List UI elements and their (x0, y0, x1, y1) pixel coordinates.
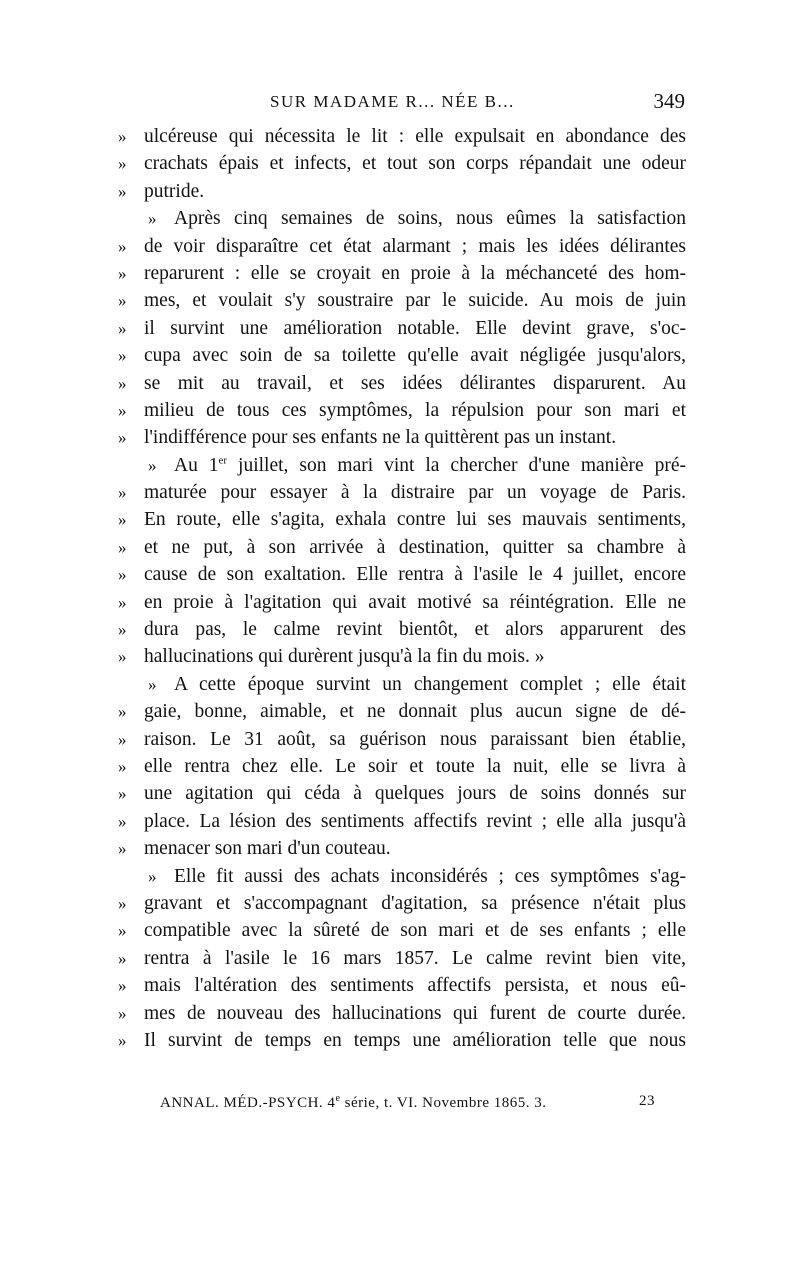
line-text: cause de son exaltation. Elle rentra à l'asile le 4 juillet, encore (144, 564, 686, 586)
line-text: menacer son mari d'un couteau. (144, 838, 391, 860)
text-line (118, 972, 686, 999)
line-text: ulcéreuse qui nécessita le lit : elle expulsait en abondance des (144, 126, 686, 147)
quote-mark: » (118, 948, 127, 968)
line-text: putride. (144, 180, 205, 202)
line-text-part: Au 1 (174, 454, 219, 476)
quote-mark: » (118, 154, 127, 174)
line-text: Après cinq semaines de soins, nous eûmes la satisfaction (174, 208, 686, 230)
text-line (118, 808, 686, 835)
quote-mark: » (118, 483, 127, 503)
quote-mark: » (118, 510, 127, 530)
text-line (118, 917, 686, 944)
line-text: hallucinations qui durèrent jusqu'à la fin du mois. » (144, 646, 545, 668)
line-text: milieu de tous ces symptômes, la répulsion pour son mari et (144, 399, 686, 421)
line-text: l'indifférence pour ses enfants ne la quittèrent pas un instant. (144, 427, 617, 449)
quote-mark: » (118, 1003, 127, 1023)
line-text: gravant et s'accompagnant d'agitation, sa présence n'était plus (144, 892, 686, 914)
line-text: de voir disparaître cet état alarmant ; mais les idées délirantes (144, 235, 686, 257)
text-line (118, 452, 686, 479)
quote-mark: » (118, 921, 127, 941)
quote-mark: » (118, 893, 127, 913)
line-text: mes de nouveau des hallucinations qui furent de courte durée. (144, 1002, 686, 1024)
text-line (118, 780, 686, 807)
signature-text: ANNAL. MÉD.-PSYCH. 4 (160, 1095, 336, 1111)
text-line (118, 1027, 686, 1054)
text-line (118, 205, 686, 232)
line-text: crachats épais et infects, et tout son corps répandait une odeur (144, 153, 686, 175)
running-title: SUR MADAME R... NÉE B... (270, 92, 515, 111)
quote-mark: » (148, 209, 157, 229)
line-text: mais l'altération des sentiments affectifs persista, et nous eû- (144, 975, 686, 997)
text-line (118, 397, 686, 424)
quote-mark: » (118, 756, 127, 776)
line-text: En route, elle s'agita, exhala contre lui ses mauvais sentiments, (144, 509, 686, 531)
line-text: rentra à l'asile le 16 mars 1857. Le calme revint bien vite, (144, 947, 686, 969)
text-line (118, 342, 686, 369)
line-text: mes, et voulait s'y soustraire par le suicide. Au mois de juin (144, 290, 686, 312)
text-line (118, 1000, 686, 1027)
signature-mark (160, 1093, 547, 1112)
quote-mark: » (118, 784, 127, 804)
quote-mark: » (118, 400, 127, 420)
text-line (118, 260, 686, 287)
quote-mark: » (118, 127, 127, 146)
quote-mark: » (148, 674, 157, 694)
superscript: e (335, 1093, 341, 1104)
line-text: et ne put, à son arrivée à destination, quitter sa chambre à (144, 536, 686, 558)
text-line (118, 698, 686, 725)
quote-mark: » (118, 729, 127, 749)
text-line (118, 945, 686, 972)
quote-mark: » (118, 592, 127, 612)
body-text (118, 123, 686, 1054)
line-text (174, 452, 686, 479)
text-line (118, 671, 686, 698)
quote-mark: » (118, 839, 127, 859)
quote-mark: » (118, 181, 127, 201)
line-text-part: juillet, son mari vint la chercher d'une manière pré- (227, 454, 686, 476)
text-line (118, 370, 686, 397)
running-head (120, 89, 685, 118)
text-line (118, 424, 686, 451)
line-text: Elle fit aussi des achats inconsidérés ; ces symptômes s'ag- (174, 865, 686, 887)
quote-mark: » (118, 373, 127, 393)
text-line (118, 178, 686, 205)
line-text: dura pas, le calme revint bientôt, et alors apparurent des (144, 619, 686, 641)
quote-mark: » (118, 620, 127, 640)
signature-line (160, 1093, 655, 1113)
superscript: er (218, 454, 228, 467)
text-line (118, 561, 686, 588)
text-line (118, 506, 686, 533)
text-line (118, 643, 686, 670)
line-text: A cette époque survint un changement complet ; elle était (174, 673, 686, 695)
line-text: en proie à l'agitation qui avait motivé sa réintégration. Elle ne (144, 591, 686, 613)
quote-mark: » (118, 565, 127, 585)
line-text: elle rentra chez elle. Le soir et toute la nuit, elle se livra à (144, 755, 686, 777)
quote-mark: » (118, 291, 127, 311)
line-text: Il survint de temps en temps une amélioration telle que nous (144, 1029, 686, 1051)
text-line (118, 534, 686, 561)
line-text: compatible avec la sûreté de son mari et de ses enfants ; elle (144, 920, 686, 942)
line-text: il survint une amélioration notable. Elle devint grave, s'oc- (144, 317, 686, 339)
text-line (118, 890, 686, 917)
quote-mark: » (118, 428, 127, 448)
quote-mark: » (118, 976, 127, 996)
text-line (118, 863, 686, 890)
text-line (118, 233, 686, 260)
text-line (118, 479, 686, 506)
line-text: reparurent : elle se croyait en proie à la méchanceté des hom- (144, 262, 686, 284)
line-text: maturée pour essayer à la distraire par un voyage de Paris. (144, 482, 686, 504)
text-line (118, 150, 686, 177)
page-number: 349 (653, 89, 685, 113)
quote-mark: » (118, 236, 127, 256)
quote-mark: » (118, 263, 127, 283)
text-line (118, 123, 686, 150)
signature-text: série, t. VI. Novembre 1865. 3. (340, 1095, 547, 1111)
text-line (118, 616, 686, 643)
quote-mark: » (148, 455, 157, 475)
quote-mark: » (118, 318, 127, 338)
quote-mark: » (118, 1030, 127, 1050)
text-line (118, 726, 686, 753)
text-line (118, 753, 686, 780)
line-text: raison. Le 31 août, sa guérison nous paraissant bien établie, (144, 728, 686, 750)
quote-mark: » (118, 811, 127, 831)
quote-mark: » (118, 346, 127, 366)
text-line (118, 589, 686, 616)
line-text: se mit au travail, et ses idées délirantes disparurent. Au (144, 372, 686, 394)
line-text: place. La lésion des sentiments affectifs revint ; elle alla jusqu'à (144, 810, 686, 832)
signature-number: 23 (639, 1093, 655, 1109)
text-line (118, 835, 686, 862)
line-text: gaie, bonne, aimable, et ne donnait plus aucun signe de dé- (144, 701, 686, 723)
line-text: une agitation qui céda à quelques jours de soins donnés sur (144, 783, 686, 805)
quote-mark: » (118, 537, 127, 557)
quote-mark: » (148, 866, 157, 886)
text-line (118, 315, 686, 342)
text-line (118, 287, 686, 314)
quote-mark: » (118, 702, 127, 722)
line-text: cupa avec soin de sa toilette qu'elle avait négligée jusqu'alors, (144, 345, 686, 367)
quote-mark: » (118, 647, 127, 667)
